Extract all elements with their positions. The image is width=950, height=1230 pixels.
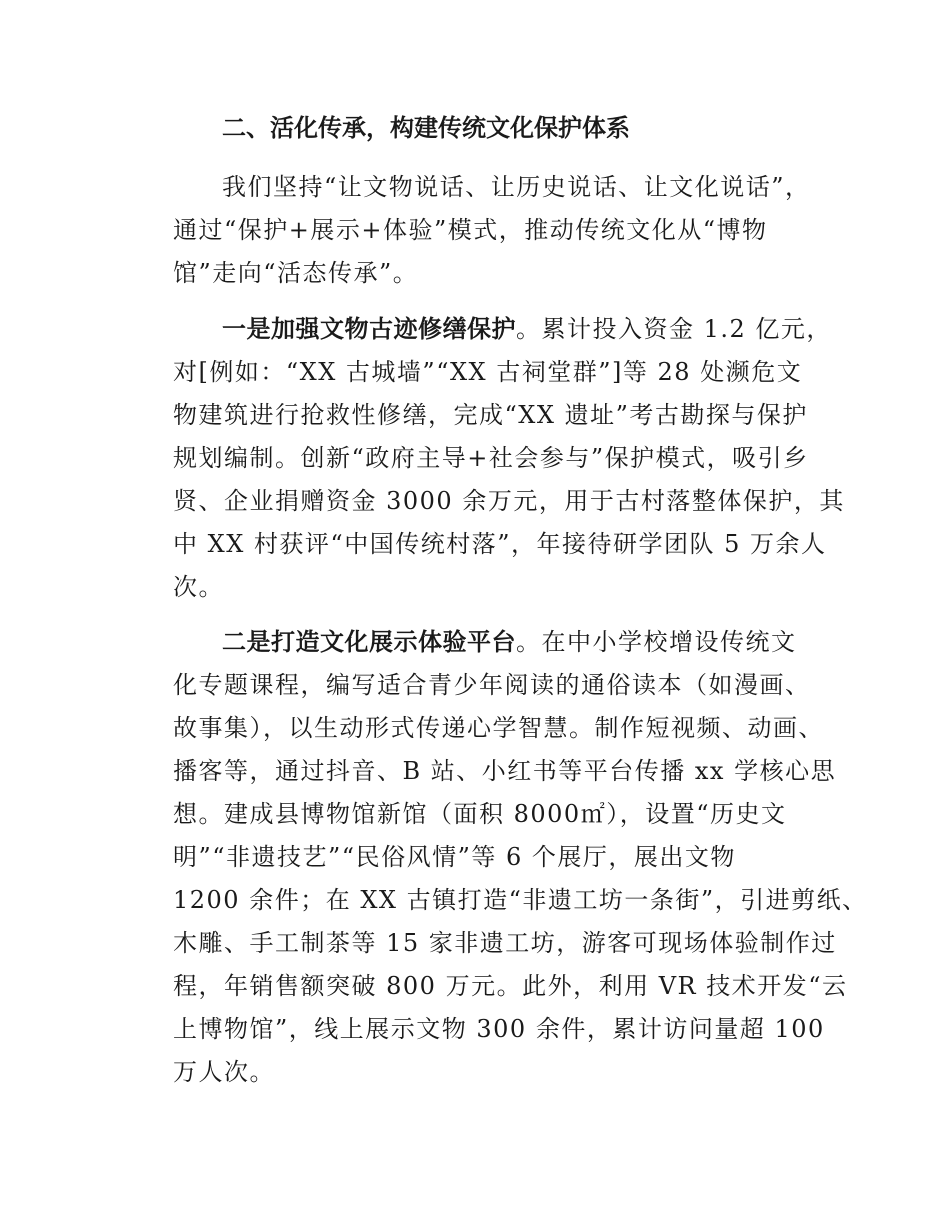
section-heading: 二、活化传承，构建传统文化保护体系 — [222, 114, 630, 142]
paragraph-line: 馆”走向“活态传承”。 — [173, 259, 419, 287]
paragraph-line: 贤、企业捐赠资金 3000 余万元，用于古村落整体保护，其 — [173, 487, 845, 515]
paragraph-first-line — [173, 308, 832, 351]
paragraph-line: 万人次。 — [173, 1058, 275, 1086]
paragraph-line: 程，年销售额突破 800 万元。此外，利用 VR 技术开发“云 — [173, 972, 848, 1000]
paragraph-line-rest: 。累计投入资金 1.2 亿元， — [516, 315, 832, 343]
paragraph-lead: 二是打造文化展示体验平台 — [222, 628, 516, 656]
paragraph-line: 化专题课程，编写适合青少年阅读的通俗读本（如漫画、 — [173, 671, 811, 699]
paragraph-line: 规划编制。创新“政府主导+社会参与”保护模式，吸引乡 — [173, 444, 809, 472]
paragraph-line: 物建筑进行抢救性修缮，完成“XX 遗址”考古勘探与保护 — [173, 401, 808, 429]
paragraph-line: 木雕、手工制茶等 15 家非遗工坊，游客可现场体验制作过 — [173, 929, 837, 957]
paragraph-line: 对[例如：“XX 古城墙”“XX 古祠堂群”]等 28 处濒危文 — [173, 358, 803, 386]
paragraph-line: 上博物馆”，线上展示文物 300 余件，累计访问量超 100 — [173, 1015, 825, 1043]
paragraph-relic-protection — [173, 308, 845, 609]
paragraph-culture-platform — [173, 621, 868, 1094]
paragraph-line: 1200 余件；在 XX 古镇打造“非遗工坊一条街”，引进剪纸、 — [173, 886, 868, 914]
paragraph-line: 想。建成县博物馆新馆（面积 8000㎡），设置“历史文 — [173, 800, 787, 828]
paragraph-line: 播客等，通过抖音、B 站、小红书等平台传播 xx 学核心思 — [173, 757, 837, 785]
paragraph-intro — [173, 166, 828, 295]
paragraph-line: 故事集），以生动形式传递心学智慧。制作短视频、动画、 — [173, 714, 824, 742]
paragraph-line: 明”“非遗技艺”“民俗风情”等 6 个展厅，展出文物 — [173, 843, 736, 871]
paragraph-line: 通过“保护+展示+体验”模式，推动传统文化从“博物 — [173, 216, 768, 244]
paragraph-line: 我们坚持“让文物说话、让历史说话、让文化说话”， — [222, 173, 811, 201]
paragraph-line: 中 XX 村获评“中国传统村落”，年接待研学团队 5 万余人 — [173, 530, 827, 558]
paragraph-first-line — [173, 621, 828, 664]
paragraph-lead: 一是加强文物古迹修缮保护 — [222, 315, 516, 343]
paragraph-line: 次。 — [173, 573, 224, 601]
paragraph-line-rest: 。在中小学校增设传统文 — [516, 628, 797, 656]
